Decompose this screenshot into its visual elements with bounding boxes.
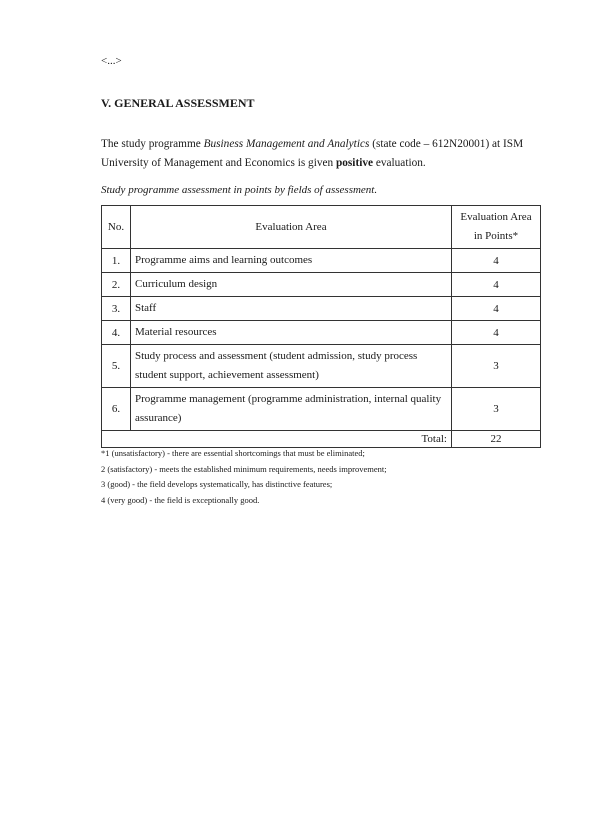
row-area: Programme management (programme administration, internal quality assurance) (131, 388, 452, 431)
row-points: 4 (452, 321, 541, 345)
table-row (102, 388, 541, 431)
header-area: Evaluation Area (131, 206, 452, 249)
row-no: 6. (102, 388, 131, 431)
footnote: 3 (good) - the field develops systematically, has distinctive features; (101, 479, 333, 489)
row-no: 1. (102, 249, 131, 273)
row-points: 3 (452, 388, 541, 431)
row-area: Staff (131, 297, 452, 321)
row-no: 3. (102, 297, 131, 321)
table-row (102, 249, 541, 273)
row-area: Study process and assessment (student admission, study process student support, achievement assessment) (131, 345, 452, 388)
row-points: 4 (452, 297, 541, 321)
table-row (102, 297, 541, 321)
header-no: No. (102, 206, 131, 249)
row-points: 4 (452, 249, 541, 273)
verdict: positive (335, 157, 374, 169)
section-heading: V. GENERAL ASSESSMENT (101, 96, 255, 110)
footnote: 4 (very good) - the field is exceptionally good. (101, 494, 260, 505)
intro-paragraph (101, 135, 541, 173)
footnote: *1 (unsatisfactory) - there are essential shortcomings that must be eliminated; (101, 448, 365, 458)
table-header-row (102, 206, 541, 249)
row-points: 4 (452, 273, 541, 297)
row-no: 2. (102, 273, 131, 297)
table-row (102, 273, 541, 297)
row-area: Programme aims and learning outcomes (131, 249, 452, 273)
row-no: 5. (102, 345, 131, 388)
intro-text-2: (state code – 612N20001) at ISM University of Management and Economics is given (101, 138, 524, 169)
footnote: 2 (satisfactory) - meets the established minimum requirements, needs improvement; (101, 463, 387, 474)
row-no: 4. (102, 321, 131, 345)
table-row (102, 321, 541, 345)
intro-text-3: evaluation. (373, 157, 426, 169)
omission-marker: <...> (101, 55, 122, 67)
total-row (102, 431, 541, 448)
total-label: Total: (102, 431, 452, 448)
total-value: 22 (452, 431, 541, 448)
footnotes (101, 446, 387, 508)
row-points: 3 (452, 345, 541, 388)
header-points: Evaluation Area in Points* (452, 206, 541, 249)
assessment-table (101, 205, 541, 448)
intro-text-1: The study programme (101, 138, 204, 150)
table-row (102, 345, 541, 388)
table-caption: Study programme assessment in points by fields of assessment. (101, 184, 378, 196)
programme-name: Business Management and Analytics (203, 138, 370, 150)
row-area: Curriculum design (131, 273, 452, 297)
row-area: Material resources (131, 321, 452, 345)
